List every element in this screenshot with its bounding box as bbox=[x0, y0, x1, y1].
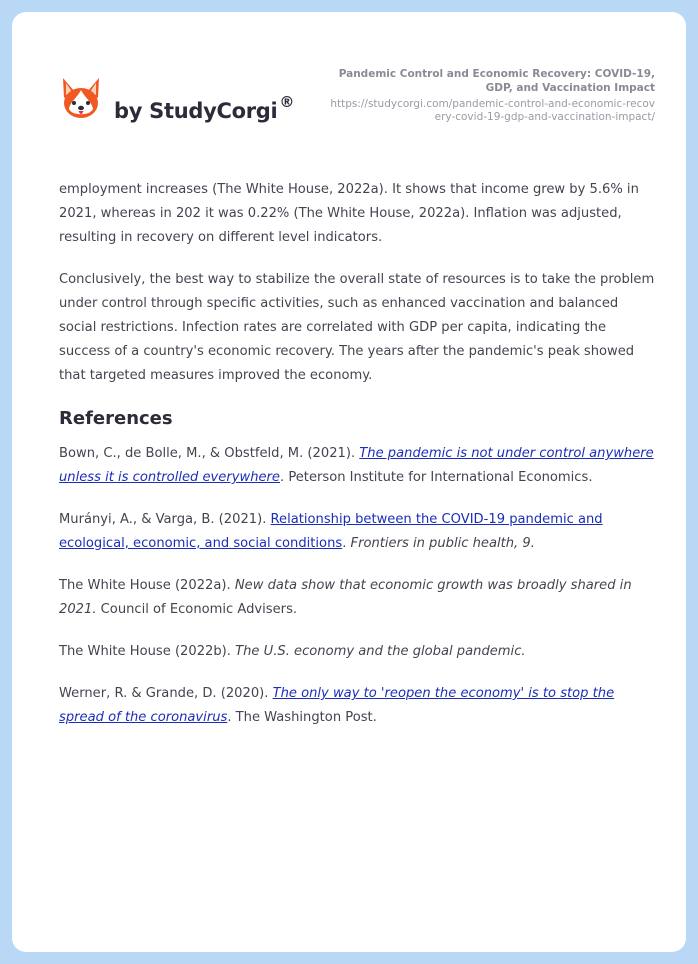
reference-item-3 bbox=[59, 574, 659, 622]
document-body bbox=[59, 178, 659, 748]
references-heading: References bbox=[59, 408, 173, 429]
studycorgi-logo[interactable] bbox=[60, 76, 310, 136]
reference-title: New data show that economic growth was broadly shared in 2021. bbox=[59, 578, 632, 617]
reference-authors: Werner, R. & Grande, D. (2020). bbox=[59, 686, 273, 701]
reference-separator: . bbox=[342, 536, 351, 551]
reference-title: The U.S. economy and the global pandemic. bbox=[235, 644, 526, 659]
registered-mark: ® bbox=[279, 93, 295, 111]
page-header bbox=[12, 12, 686, 142]
reference-authors: Murányi, A., & Varga, B. (2021). bbox=[59, 512, 271, 527]
reference-source: Council of Economic Advisers. bbox=[96, 602, 298, 617]
reference-source: . Peterson Institute for International Economics. bbox=[280, 470, 593, 485]
body-paragraph-2: Conclusively, the best way to stabilize the overall state of resources is to take the problem under control through specific activities, such as enhanced vaccination and balanced social restrictions. Infection rates are correlated with GDP per capita, indicating the success of a country's economic recovery. The years after the pandemic's peak showed that targeted measures improved the economy. bbox=[59, 272, 655, 383]
document-url[interactable]: https://studycorgi.com/pandemic-control-and-economic-recovery-covid-19-gdp-and-vaccination-impact/ bbox=[330, 98, 655, 123]
reference-authors: The White House (2022a). bbox=[59, 578, 235, 593]
reference-source: . The Washington Post. bbox=[227, 710, 377, 725]
reference-link[interactable]: The pandemic is not under control anywhere unless it is controlled everywhere bbox=[59, 446, 654, 485]
brand-name bbox=[114, 93, 295, 123]
reference-item-1 bbox=[59, 442, 659, 490]
reference-link[interactable]: The only way to 'reopen the economy' is to stop the spread of the coronavirus bbox=[59, 686, 615, 725]
reference-authors: The White House (2022b). bbox=[59, 644, 236, 659]
document-title: Pandemic Control and Economic Recovery: COVID-19, GDP, and Vaccination Impact bbox=[338, 68, 655, 94]
body-paragraph-1: employment increases (The White House, 2022a). It shows that income grew by 5.6% in 2021, whereas in 202 it was 0.22% (The White House, 2022a). Inflation was adjusted, resulting in recovery on different level indicators. bbox=[59, 182, 639, 245]
brand-text: by StudyCorgi bbox=[114, 99, 278, 123]
reference-item-5 bbox=[59, 682, 659, 730]
reference-link[interactable]: Relationship between the COVID-19 pandemic and ecological, economic, and social conditions bbox=[59, 512, 603, 551]
reference-item-4 bbox=[59, 640, 659, 664]
corgi-logo-icon bbox=[60, 76, 102, 122]
reference-journal: Frontiers in public health, 9. bbox=[350, 536, 535, 551]
reference-item-2 bbox=[59, 508, 659, 556]
document-page bbox=[12, 12, 686, 952]
reference-authors: Bown, C., de Bolle, M., & Obstfeld, M. (2021). bbox=[59, 446, 360, 461]
